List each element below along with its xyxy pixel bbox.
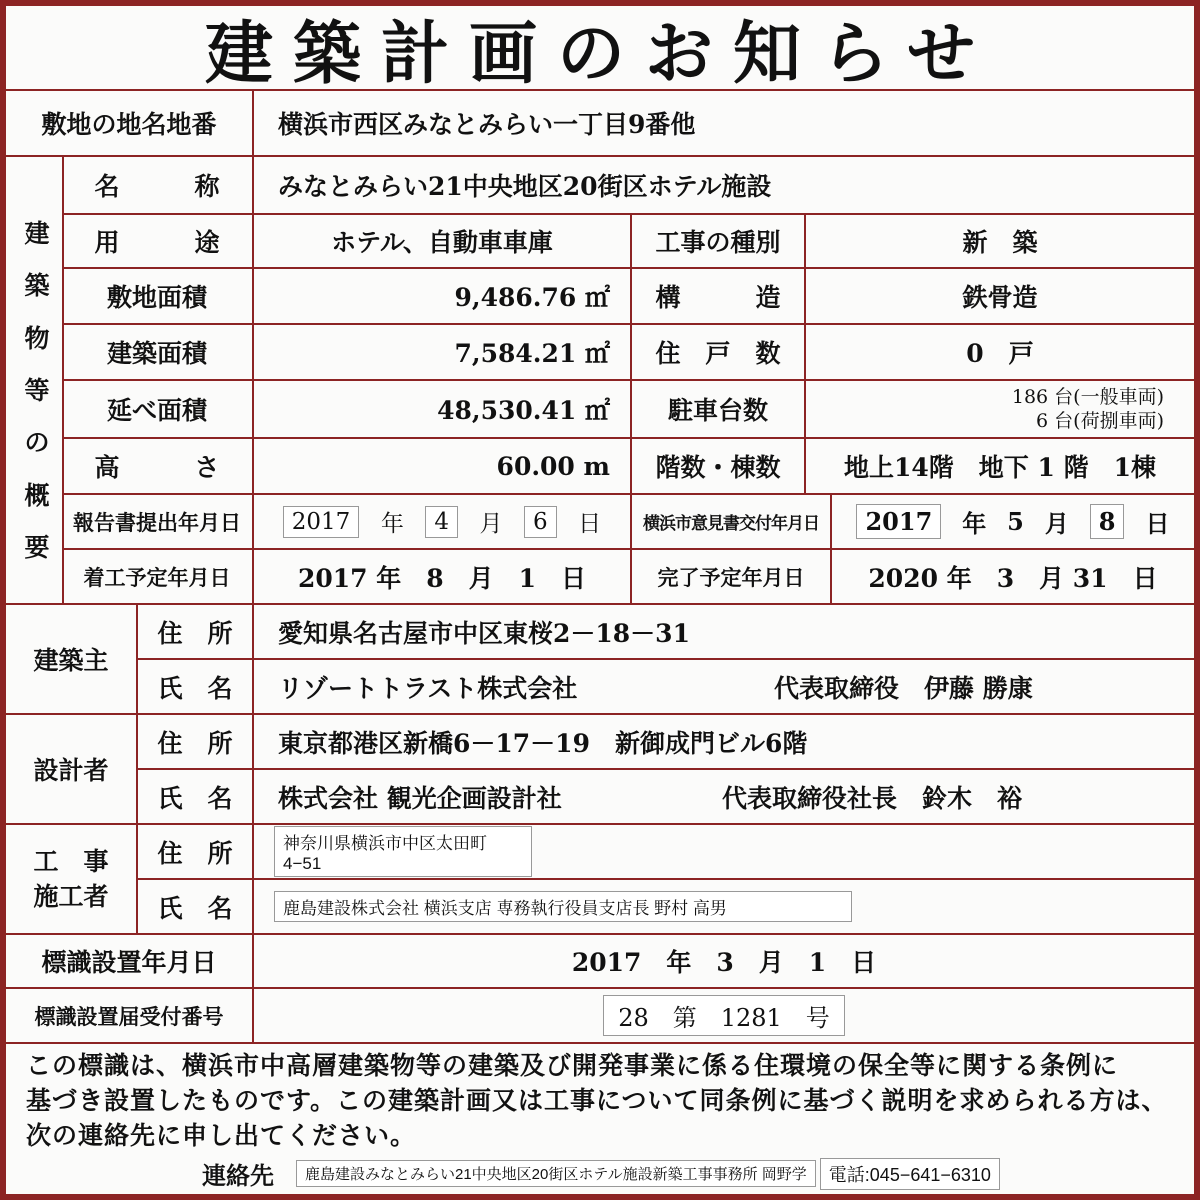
- parking-label: 駐車台数: [630, 380, 804, 438]
- work-type-label: 工事の種別: [630, 214, 804, 268]
- owner-name-row: [252, 659, 1194, 714]
- site-label: 敷地の地名地番: [41, 110, 217, 139]
- contractor-label-line1: 工 事: [33, 847, 109, 876]
- report-date-value: [252, 494, 630, 549]
- site-area-value: 9,486.76 ㎡: [252, 268, 630, 324]
- use-value: ホテル、自動車車庫: [252, 214, 630, 268]
- end-date-label: 完了予定年月日: [630, 549, 830, 604]
- structure-label: 構 造: [630, 268, 804, 324]
- report-date-label: 報告書提出年月日: [73, 509, 241, 535]
- parking-value: [804, 380, 1194, 438]
- owner-address: 愛知県名古屋市中区東桜2－18－31: [252, 604, 1194, 659]
- building-name-label: 名 称: [94, 172, 220, 201]
- structure-value: 鉄骨造: [804, 268, 1194, 324]
- owner-name-label: 氏 名: [136, 659, 252, 714]
- contractor-label: [6, 824, 136, 934]
- contact-phone: 電話:045−641−6310: [820, 1158, 1000, 1190]
- floors-value: 地上14階 地下 1 階 1棟: [804, 438, 1194, 494]
- designer-address: 東京都港区新橋6－17－19 新御成門ビル6階: [252, 714, 1194, 769]
- opinion-date-value: [830, 494, 1194, 549]
- report-day: 6: [524, 506, 557, 538]
- contact-row: [202, 1156, 1000, 1191]
- notice-line-1: この標識は、横浜市中高層建築物等の建築及び開発事業に係る住環境の保全等に関する条例に: [26, 1051, 1119, 1080]
- parking-loading: 6 台(荷捌車両): [1036, 410, 1164, 432]
- designer-label: 設計者: [33, 756, 109, 785]
- units-label: 住 戸 数: [630, 324, 804, 380]
- sign-number-value: 28 第 1281 号: [603, 995, 845, 1036]
- site-value: 横浜市西区みなとみらい一丁目9番他: [252, 90, 1194, 156]
- report-y-unit: 年: [380, 511, 404, 537]
- page-title: 建築計画のお知らせ: [205, 13, 995, 94]
- sign-number-cell: [252, 988, 1194, 1043]
- parking-general: 186 台(一般車両): [1011, 386, 1164, 408]
- report-m-unit: 月: [479, 511, 503, 537]
- floors-label: 階数・棟数: [630, 438, 804, 494]
- use-label: 用 途: [94, 228, 220, 257]
- opinion-y-unit: 年: [962, 509, 987, 538]
- contractor-name-label: 氏 名: [136, 879, 252, 934]
- owner-address-label: 住 所: [136, 604, 252, 659]
- height-value: 60.00 m: [252, 438, 630, 494]
- owner-name: リゾートトラスト株式会社: [278, 673, 578, 703]
- contractor-name: 鹿島建設株式会社 横浜支店 専務執行役員支店長 野村 高男: [274, 891, 852, 922]
- sign-date-label: 標識設置年月日: [41, 948, 217, 977]
- opinion-m-unit: 月: [1044, 509, 1069, 538]
- opinion-day: 8: [1090, 504, 1125, 539]
- opinion-date-label: 横浜市意見書交付年月日: [630, 494, 830, 549]
- building-area-label: 建築面積: [106, 339, 207, 368]
- contractor-address-cell: [252, 824, 1194, 879]
- contractor-label-line2: 施工者: [33, 882, 109, 911]
- work-type-value: 新 築: [804, 214, 1194, 268]
- building-name-value: みなとみらい21中央地区20街区ホテル施設: [252, 156, 1194, 214]
- start-date-label: 着工予定年月日: [83, 564, 231, 590]
- end-date-value: 2020 年 3 月 31 日: [830, 549, 1194, 604]
- contractor-address-label: 住 所: [136, 824, 252, 879]
- owner-label: 建築主: [33, 646, 109, 675]
- report-d-unit: 日: [578, 511, 602, 537]
- designer-address-label: 住 所: [136, 714, 252, 769]
- designer-name-row: [252, 769, 1194, 824]
- floor-area-value: 48,530.41 ㎡: [252, 380, 630, 438]
- report-year: 2017: [283, 506, 360, 538]
- designer-rep: 代表取締役社長 鈴木 裕: [722, 783, 1023, 813]
- units-value: 0 戸: [804, 324, 1194, 380]
- notice-line-3: 次の連絡先に申し出てください。: [26, 1121, 417, 1150]
- contact-label: 連絡先: [202, 1161, 274, 1190]
- contractor-name-cell: [252, 879, 1194, 934]
- contact-office: 鹿島建設みなとみらい21中央地区20街区ホテル施設新築工事事務所 岡野学: [296, 1160, 816, 1187]
- sign-number-label: 標識設置届受付番号: [34, 1003, 224, 1029]
- floor-area-label: 延べ面積: [106, 396, 207, 425]
- site-area-label: 敷地面積: [106, 283, 207, 312]
- notice-text: [26, 1048, 1186, 1153]
- notice-line-2: 基づき設置したものです。この建築計画又は工事について同条例に基づく説明を求められる方は、: [26, 1086, 1168, 1115]
- designer-name-label: 氏 名: [136, 769, 252, 824]
- building-group-label: 建 築 物 等 の 概 要: [24, 219, 50, 562]
- opinion-month: 5: [1007, 507, 1024, 536]
- opinion-year: 2017: [856, 504, 941, 539]
- start-date-value: 2017 年 8 月 1 日: [252, 549, 630, 604]
- opinion-d-unit: 日: [1145, 509, 1170, 538]
- owner-rep: 代表取締役 伊藤 勝康: [774, 673, 1033, 703]
- report-month: 4: [425, 506, 458, 538]
- building-area-value: 7,584.21 ㎡: [252, 324, 630, 380]
- height-label: 高 さ: [94, 453, 220, 482]
- sign-date-value: 2017 年 3 月 1 日: [252, 934, 1194, 988]
- contractor-address: 神奈川県横浜市中区太田町4−51: [274, 826, 532, 877]
- designer-name: 株式会社 観光企画設計社: [278, 783, 562, 813]
